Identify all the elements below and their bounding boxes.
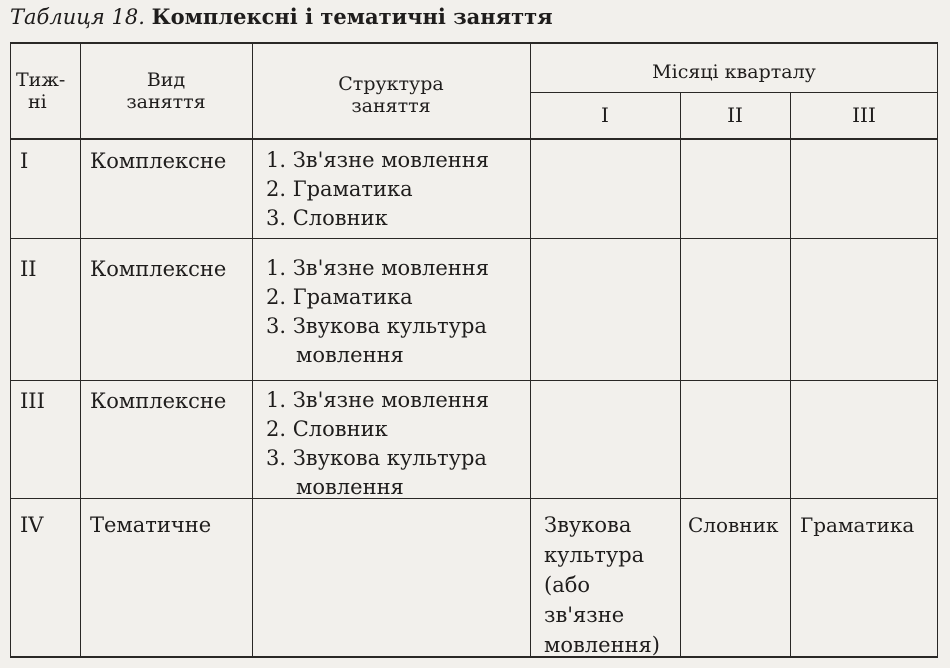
- header-bottom-border: [10, 138, 938, 140]
- row4-month1-line: культура: [544, 543, 645, 567]
- header-weeks: [12, 70, 82, 114]
- row3-structure-item: 3. Звукова культура: [266, 446, 487, 470]
- header-structure: [254, 74, 528, 118]
- header-weeks-line2: ні: [28, 90, 47, 113]
- header-weeks-line1: Тиж-: [16, 69, 66, 91]
- col-divider-structure: [530, 42, 531, 658]
- row-divider-2: [10, 380, 938, 381]
- caption-number: Таблиця 18.: [10, 5, 145, 29]
- row4-month1-line: мовлення): [544, 633, 661, 657]
- row3-structure: [266, 386, 489, 502]
- header-structure-line2: заняття: [351, 94, 431, 117]
- table-caption: [10, 4, 553, 29]
- row3-type: Комплексне: [90, 389, 227, 413]
- header-month-2: ІІ: [727, 103, 743, 127]
- row2-structure-item: 2. Граматика: [266, 285, 413, 309]
- row4-month1: [544, 510, 660, 660]
- row3-structure-item: 2. Словник: [266, 417, 388, 441]
- col-divider-weeks: [80, 42, 81, 658]
- row3-structure-item: 1. Зв'язне мовлення: [266, 388, 490, 412]
- row3-week: ІІІ: [20, 389, 45, 413]
- row2-structure-item: 3. Звукова культура: [266, 314, 487, 338]
- row-divider-1: [10, 238, 938, 239]
- row2-structure-continuation: мовлення: [296, 343, 404, 367]
- col-divider-type: [252, 42, 253, 658]
- row1-structure-item: 1. Зв'язне мовлення: [266, 148, 490, 172]
- header-structure-line1: Структура: [338, 73, 444, 95]
- row1-week: І: [20, 149, 29, 173]
- table-top-border: [10, 42, 938, 44]
- row4-week: IV: [20, 513, 44, 537]
- table-right-border: [937, 42, 938, 658]
- row2-structure-item: 1. Зв'язне мовлення: [266, 256, 490, 280]
- header-type-line1: Вид: [146, 69, 186, 91]
- table-bottom-border: [10, 656, 938, 658]
- header-type-line2: заняття: [126, 90, 206, 113]
- row4-month2: Словник: [688, 513, 779, 537]
- caption-title: Комплексні і тематичні заняття: [151, 4, 553, 29]
- row1-structure-item: 3. Словник: [266, 206, 388, 230]
- header-type: [82, 70, 250, 114]
- row1-structure-item: 2. Граматика: [266, 177, 413, 201]
- header-month-1: І: [601, 103, 609, 127]
- row4-month3: Граматика: [800, 513, 915, 537]
- row2-structure: [266, 254, 489, 370]
- col-divider-month2: [790, 93, 791, 658]
- header-months-title: Місяці кварталу: [652, 61, 816, 83]
- col-divider-month1: [680, 93, 681, 658]
- row4-month1-line: Звукова: [544, 513, 632, 537]
- row4-month1-line: зв'язне: [544, 603, 625, 627]
- row4-month1-line: (або: [544, 573, 590, 597]
- table-left-border: [10, 42, 11, 658]
- row1-type: Комплексне: [90, 149, 227, 173]
- row1-structure: [266, 146, 489, 233]
- row4-type: Тематичне: [90, 513, 212, 537]
- months-title-divider: [530, 92, 938, 93]
- row3-structure-continuation: мовлення: [296, 475, 404, 499]
- header-month-3: ІІІ: [852, 103, 876, 127]
- row2-week: ІІ: [20, 257, 37, 281]
- row2-type: Комплексне: [90, 257, 227, 281]
